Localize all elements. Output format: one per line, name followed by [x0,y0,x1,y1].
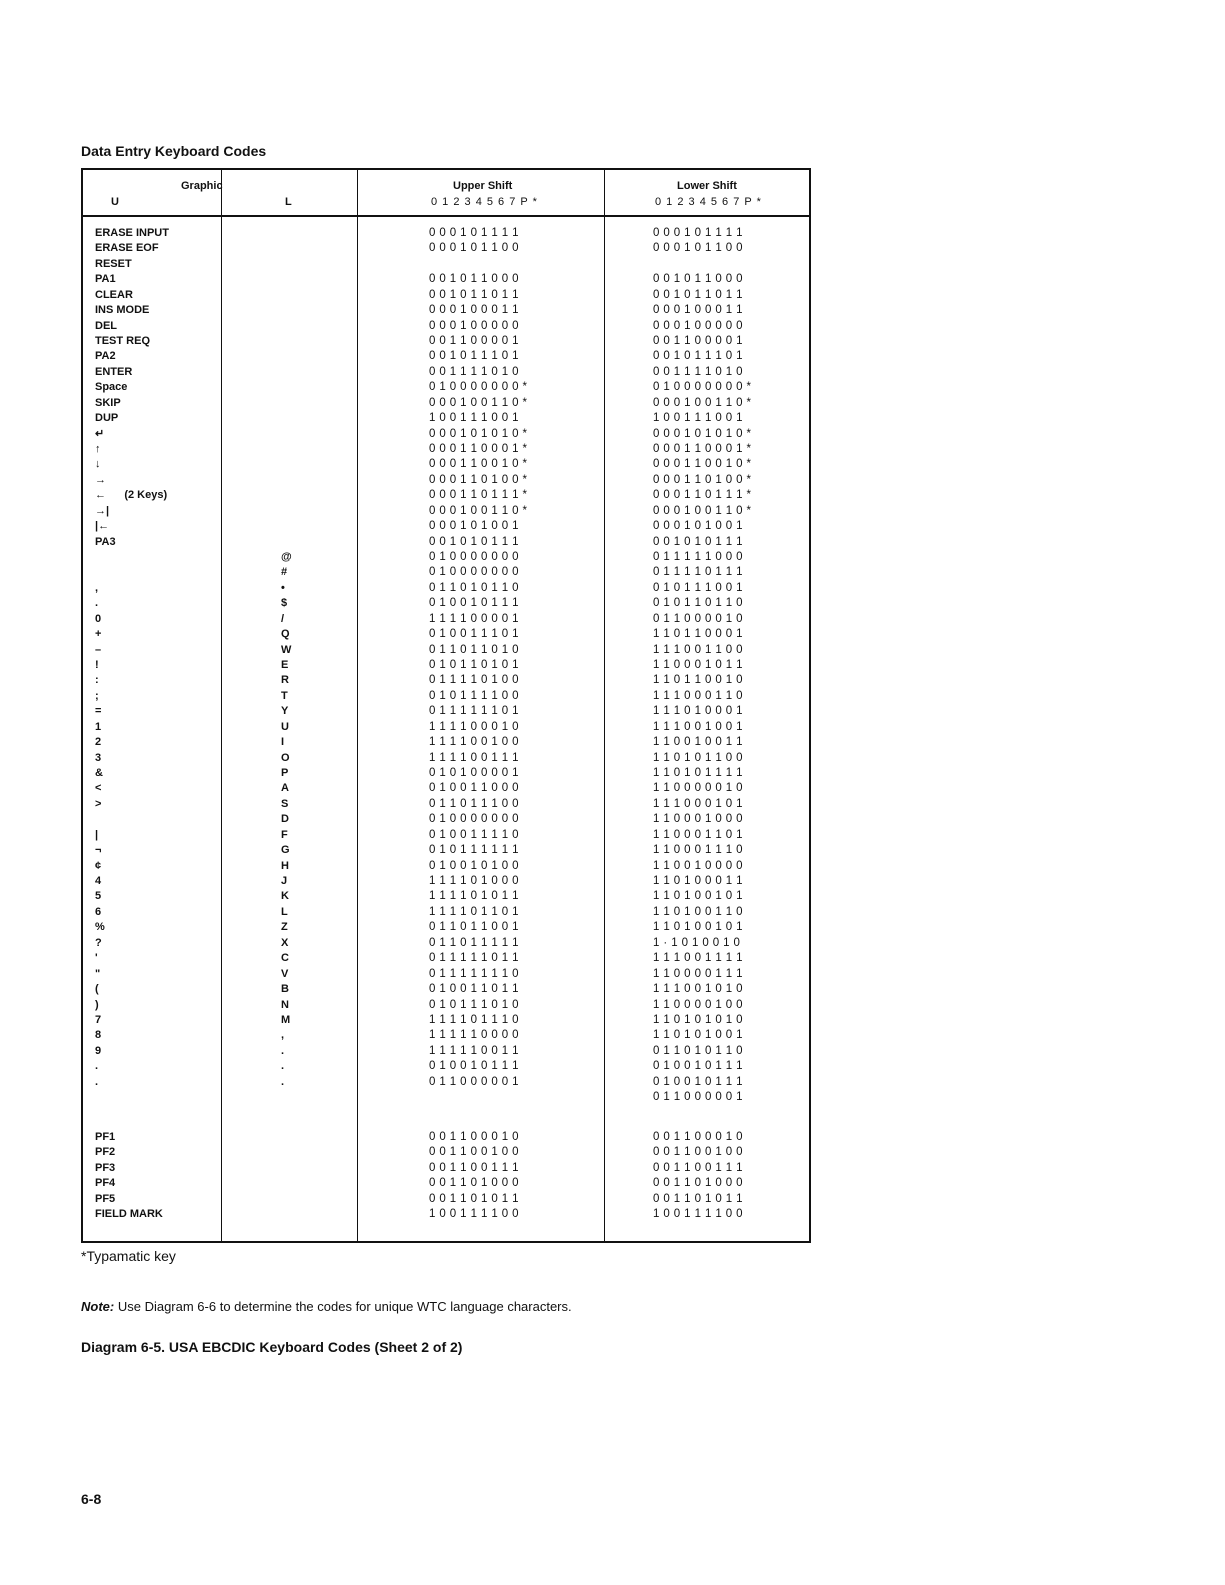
lower-bit-header: 0 1 2 3 4 5 6 7 P * [655,196,762,208]
diagram-caption: Diagram 6-5. USA EBCDIC Keyboard Codes (Sheet 2 of 2) [81,1339,463,1355]
upper-shift-code: 0 1 1 0 1 0 1 1 0 [429,581,519,594]
upper-shift-code: 1 1 1 1 0 1 1 0 1 [429,905,519,918]
upper-shift-code: 1 1 1 1 0 1 1 1 0 [429,1013,519,1026]
pf-key-label: PF5 [95,1192,116,1205]
lower-shift-code: 1 1 0 1 0 0 1 0 1 [653,890,743,903]
upper-shift-code: 1 0 0 1 1 1 1 0 0 [429,1208,519,1220]
lower-shift-code: 1 1 0 0 0 0 1 0 0 [653,998,743,1011]
upper-shift-code: 0 0 0 1 1 0 0 0 1 * [429,443,528,456]
upper-shift-code: 0 0 0 1 0 0 1 1 0 * [429,504,528,517]
upper-shift-code: 0 0 1 1 0 0 1 1 1 [429,1161,519,1174]
upper-shift-code: 1 1 1 1 0 0 1 1 1 [429,751,519,764]
note [81,1299,572,1314]
upper-shift-code: 0 1 1 0 1 1 1 1 1 [429,936,519,949]
graphic-header: Graphic [181,180,223,192]
upper-graphic: < [95,782,102,795]
lower-shift-code: 0 1 0 1 1 0 1 1 0 [653,597,743,610]
lower-shift-code: 1 1 1 0 0 0 1 0 1 [653,797,743,810]
upper-shift-code: 0 1 0 0 0 0 0 0 0 [429,551,519,564]
upper-shift-code: 1 1 1 1 0 1 0 0 0 [429,875,519,888]
lower-shift-code: 1 1 0 0 0 1 1 0 1 [653,828,743,841]
upper-shift-code: 0 0 0 1 0 0 1 1 0 * [429,396,528,409]
upper-shift-code: 0 1 0 0 0 0 0 0 0 [429,566,519,579]
lower-shift-code: 1 1 0 1 0 1 1 0 0 [653,751,743,764]
upper-shift-code: 0 1 1 0 1 1 0 0 1 [429,921,519,934]
lower-graphic: M [281,1013,291,1026]
lower-graphic: W [281,643,292,656]
lower-graphic: P [281,767,289,780]
upper-shift-code: 0 0 1 0 1 1 0 1 1 [429,288,519,301]
upper-shift-code: 0 1 0 1 0 0 0 0 1 [429,767,519,780]
upper-shift-code: 0 1 0 0 1 0 1 1 1 [429,597,519,610]
upper-graphic: , [95,581,99,594]
upper-graphic: PA2 [95,350,116,363]
upper-shift-code: 0 0 0 1 1 0 0 1 0 * [429,458,528,471]
upper-graphic: ! [95,659,99,672]
upper-graphic: ' [95,952,98,965]
upper-graphic: ( [95,983,99,996]
lower-shift-code: 1 1 1 0 1 0 0 0 1 [653,705,743,718]
upper-graphic: →| [95,504,110,517]
lower-shift-code: 0 1 1 0 1 0 1 1 0 [653,1044,743,1057]
lower-shift-code: 1 1 0 1 1 0 0 0 1 [653,628,743,641]
upper-graphic: 6 [95,905,102,918]
lower-shift-header: Lower Shift [677,180,737,192]
upper-graphic: PA1 [95,273,116,286]
lower-shift-code: 1 1 0 1 0 0 1 0 1 [653,921,743,934]
upper-shift-code: 0 0 0 1 0 1 0 0 1 [429,520,519,533]
lower-shift-code: 1 1 1 0 0 1 0 0 1 [653,720,743,733]
lower-shift-code: 0 0 1 0 1 1 1 0 1 [653,350,743,363]
lower-shift-code: 0 0 1 0 1 0 1 1 1 [653,535,743,548]
upper-shift-code: 0 1 0 0 1 1 1 1 0 [429,828,519,841]
upper-shift-code: 1 1 1 1 0 0 0 0 1 [429,612,519,625]
upper-graphic: . [95,1075,99,1088]
lower-graphic: # [281,566,288,579]
upper-graphic: 7 [95,1013,102,1026]
upper-graphic: DUP [95,412,119,425]
upper-shift-code: 0 1 0 1 1 0 1 0 1 [429,659,519,672]
upper-shift-code: 1 1 1 1 0 0 1 0 0 [429,736,519,749]
lower-shift-code: 0 0 0 1 0 1 0 0 1 [653,520,743,533]
lower-shift-code: 1 1 0 0 1 0 0 1 1 [653,736,743,749]
upper-graphic: ↵ [95,427,105,440]
pf-key-label: PF3 [95,1161,116,1174]
upper-shift-code: 0 0 1 1 0 0 0 0 1 [429,335,519,347]
lower-graphic: , [281,1029,285,1042]
lower-graphic: U [281,720,289,733]
lower-shift-code: 0 1 1 0 0 0 0 1 0 [653,612,743,625]
upper-shift-code: 0 1 0 0 1 1 0 1 1 [429,983,519,996]
lower-shift-code: 0 0 0 1 0 0 1 1 0 * [653,396,752,409]
lower-graphic: V [281,967,289,980]
lower-graphic: I [281,736,285,749]
upper-graphic: 3 [95,751,102,764]
upper-shift-code: 0 1 1 0 1 1 1 0 0 [429,797,519,810]
upper-shift-code: 0 0 1 1 0 0 0 1 0 [429,1131,519,1143]
lower-shift-code: 1 1 0 0 0 1 0 1 1 [653,659,743,672]
upper-graphic: & [95,767,103,780]
lower-shift-code: 0 1 0 0 0 0 0 0 0 * [653,381,752,394]
lower-shift-code: 1 1 1 0 0 1 0 1 0 [653,983,743,996]
upper-graphic: CLEAR [95,288,133,301]
upper-graphic: RESET [95,257,132,270]
upper-shift-code: 0 0 1 0 1 0 1 1 1 [429,535,519,548]
upper-shift-code: 0 1 1 0 1 1 0 1 0 [429,643,519,656]
upper-shift-code: 0 1 0 0 1 0 1 1 1 [429,1060,519,1073]
upper-graphic: | [95,828,99,841]
upper-shift-code: 1 1 1 1 0 0 0 1 0 [429,720,519,733]
lower-graphic: / [281,612,285,625]
upper-shift-code: 0 1 1 0 0 0 0 0 1 [429,1075,519,1088]
lower-shift-code: 1 1 1 0 0 0 1 1 0 [653,689,743,702]
lower-graphic: J [281,875,288,888]
lower-shift-code: 0 0 0 1 1 0 1 1 1 * [653,489,752,502]
upper-shift-code: 0 1 0 0 0 0 0 0 0 [429,813,519,826]
lower-shift-code: 0 0 1 1 0 0 0 0 1 [653,335,743,347]
upper-shift-code: 0 0 1 0 1 1 1 0 1 [429,350,519,363]
lower-graphic: X [281,936,289,949]
upper-shift-code: 0 0 0 1 0 1 0 1 0 * [429,427,528,440]
lower-shift-code: 1 1 1 0 0 1 1 0 0 [653,643,743,656]
lower-shift-code: 1 1 0 0 1 0 0 0 0 [653,859,743,872]
lower-shift-code: 0 0 1 1 0 1 0 0 0 [653,1177,743,1190]
lower-shift-code: 0 0 1 0 1 1 0 1 1 [653,288,743,301]
lower-graphic: . [281,1075,285,1088]
upper-graphic: 8 [95,1029,102,1042]
lower-graphic: N [281,998,289,1011]
lower-graphic: F [281,828,288,841]
upper-shift-code: 0 1 1 1 1 1 0 1 1 [429,952,519,965]
pf-key-label: PF1 [95,1131,116,1143]
lower-shift-code: 1 1 0 0 0 1 1 1 0 [653,844,743,857]
lower-graphic: Y [281,705,289,718]
upper-graphic: " [95,967,101,980]
lower-graphic: B [281,983,289,996]
upper-graphic: 0 [95,612,102,625]
pf-key-label: PF4 [95,1177,116,1190]
upper-shift-code: 0 0 1 0 1 1 0 0 0 [429,273,519,286]
lower-shift-code: 1 1 0 0 0 0 0 1 0 [653,782,743,795]
lower-shift-code: 0 0 1 1 0 0 1 0 0 [653,1146,743,1159]
lower-graphic: Q [281,628,290,641]
upper-shift-code: 0 1 1 1 1 0 1 0 0 [429,674,519,687]
upper-graphic: ERASE INPUT [95,227,169,239]
upper-shift-code: 0 1 0 0 1 1 1 0 1 [429,628,519,641]
lower-graphic: • [281,581,285,594]
lower-shift-code: 0 0 0 1 0 0 1 1 0 * [653,504,752,517]
lower-shift-code: 1 1 0 1 0 1 0 1 0 [653,1013,743,1026]
upper-graphic: → [95,473,106,486]
page-heading: Data Entry Keyboard Codes [81,143,267,159]
lower-shift-code: 1 1 0 1 0 0 1 1 0 [653,905,743,918]
column-divider [357,170,358,1241]
page-number: 6-8 [81,1491,102,1507]
column-divider [221,170,222,1241]
lower-shift-code: 1 1 0 0 0 0 1 1 1 [653,967,743,980]
upper-shift-code: 0 0 0 1 0 0 0 0 0 [429,319,519,332]
upper-graphic: = [95,705,102,718]
upper-graphic: |← [95,520,110,533]
lower-shift-code: 1 1 0 1 1 0 0 1 0 [653,674,743,687]
upper-graphic: > [95,797,102,810]
upper-shift-code: 1 1 1 1 1 0 0 1 1 [429,1044,519,1057]
note-label: Note: [81,1299,115,1314]
lower-graphic: R [281,674,289,687]
upper-shift-code: 0 0 1 1 0 1 0 1 1 [429,1192,519,1205]
upper-graphic: ← (2 Keys) [95,489,168,502]
upper-graphic: 9 [95,1044,102,1057]
upper-shift-code: 0 0 0 1 0 1 1 1 1 [429,227,519,239]
lower-shift-code: 0 0 0 1 1 0 0 1 0 * [653,458,752,471]
lower-graphic: . [281,1060,285,1073]
upper-case-header: U [111,196,119,208]
lower-shift-code: 0 0 0 1 0 1 0 1 0 * [653,427,752,440]
upper-graphic: 1 [95,720,102,733]
upper-shift-code: 0 1 1 1 1 1 1 1 0 [429,967,519,980]
upper-shift-code: 0 0 0 1 0 0 0 1 1 [429,304,519,317]
upper-shift-code: 0 0 0 1 1 0 1 1 1 * [429,489,528,502]
lower-graphic: S [281,797,289,810]
lower-graphic: O [281,751,290,764]
upper-shift-code: 1 0 0 1 1 1 0 0 1 [429,412,519,425]
upper-graphic: ; [95,689,99,702]
lower-graphic: Z [281,921,288,934]
lower-shift-code: 0 1 0 1 1 1 0 0 1 [653,581,743,594]
upper-graphic: ↓ [95,458,101,471]
upper-graphic: . [95,597,99,610]
lower-graphic: C [281,952,289,965]
upper-shift-code: 0 0 1 1 0 0 1 0 0 [429,1146,519,1159]
lower-shift-code: 0 0 1 1 0 0 1 1 1 [653,1161,743,1174]
upper-graphic: : [95,674,99,687]
upper-shift-code: 0 1 1 1 1 1 1 0 1 [429,705,519,718]
note-text: Use Diagram 6-6 to determine the codes for unique WTC language characters. [117,1299,572,1314]
lower-shift-code: 0 0 1 0 1 1 0 0 0 [653,273,743,286]
upper-graphic: ERASE EOF [95,242,159,255]
lower-shift-code: 0 0 1 1 1 1 0 1 0 [653,365,743,378]
upper-graphic: 2 [95,736,102,749]
upper-shift-code: 0 0 0 1 0 1 1 0 0 [429,242,519,255]
lower-graphic: T [281,689,288,702]
pf-key-label: FIELD MARK [95,1208,163,1220]
upper-graphic: ¬ [95,844,102,857]
keyboard-codes-table [81,168,811,1243]
lower-graphic: K [281,890,289,903]
upper-shift-code: 0 1 0 1 1 1 1 1 1 [429,844,519,857]
upper-shift-code: 0 0 0 1 1 0 1 0 0 * [429,473,528,486]
upper-graphic: ↑ [95,443,101,456]
upper-graphic: Space [95,381,128,394]
lower-shift-code: 1 · 1 0 1 0 0 1 0 [653,936,741,949]
upper-shift-code: 0 1 0 0 1 1 0 0 0 [429,782,519,795]
lower-shift-code: 0 1 1 1 1 0 1 1 1 [653,566,743,579]
lower-shift-code: 1 1 0 1 0 0 0 1 1 [653,875,743,888]
upper-graphic: PA3 [95,535,116,548]
lower-shift-code: 1 1 0 0 0 1 0 0 0 [653,813,743,826]
lower-graphic: $ [281,597,288,610]
upper-graphic: % [95,921,105,934]
upper-graphic: DEL [95,319,117,332]
upper-graphic: 5 [95,890,102,903]
lower-shift-code: 0 0 0 1 0 1 1 0 0 [653,242,743,255]
lower-graphic: E [281,659,289,672]
upper-shift-code: 0 1 0 0 1 0 1 0 0 [429,859,519,872]
lower-shift-code: 0 0 0 1 1 0 0 0 1 * [653,443,752,456]
upper-shift-code: 0 0 1 1 0 1 0 0 0 [429,1177,519,1190]
lower-graphic: H [281,859,289,872]
lower-graphic: @ [281,551,292,564]
lower-graphic: L [281,905,288,918]
upper-shift-header: Upper Shift [453,180,513,192]
upper-bit-header: 0 1 2 3 4 5 6 7 P * [431,196,538,208]
upper-graphic: 4 [95,875,102,888]
upper-graphic: ENTER [95,365,133,378]
footnote: *Typamatic key [81,1248,176,1264]
lower-shift-code: 1 0 0 1 1 1 1 0 0 [653,1208,743,1220]
lower-shift-code: 0 0 0 1 0 0 0 1 1 [653,304,743,317]
upper-graphic: – [95,643,102,656]
upper-graphic: . [95,1060,99,1073]
upper-shift-code: 0 1 0 1 1 1 0 1 0 [429,998,519,1011]
lower-case-header: L [285,196,292,208]
lower-shift-code: 0 0 0 1 0 0 0 0 0 [653,319,743,332]
upper-graphic: INS MODE [95,304,150,317]
upper-graphic: + [95,628,102,641]
header-divider [83,215,809,217]
upper-graphic: ) [95,998,99,1011]
upper-shift-code: 1 1 1 1 0 1 0 1 1 [429,890,519,903]
upper-shift-code: 1 1 1 1 1 0 0 0 0 [429,1029,519,1042]
lower-shift-code: 0 0 0 1 1 0 1 0 0 * [653,473,752,486]
lower-shift-code: 0 0 1 1 0 1 0 1 1 [653,1192,743,1205]
lower-shift-code: 1 0 0 1 1 1 0 0 1 [653,412,743,425]
lower-shift-code: 0 0 1 1 0 0 0 1 0 [653,1131,743,1143]
lower-shift-code: 1 1 1 0 0 1 1 1 1 [653,952,743,965]
upper-shift-code: 0 1 0 1 1 1 1 0 0 [429,689,519,702]
lower-shift-code: 0 1 1 1 1 1 0 0 0 [653,551,743,564]
lower-shift-code: 1 1 0 1 0 1 1 1 1 [653,767,743,780]
upper-graphic: ? [95,936,102,949]
lower-graphic: D [281,813,289,826]
lower-shift-code: 0 0 0 1 0 1 1 1 1 [653,227,743,239]
lower-shift-code: 1 1 0 1 0 1 0 0 1 [653,1029,743,1042]
column-divider [604,170,605,1241]
lower-shift-code: 0 1 1 0 0 0 0 0 1 [653,1091,743,1104]
lower-shift-code: 0 1 0 0 1 0 1 1 1 [653,1075,743,1088]
upper-graphic: SKIP [95,396,121,409]
upper-graphic: ¢ [95,859,102,872]
lower-shift-code: 0 1 0 0 1 0 1 1 1 [653,1060,743,1073]
pf-key-label: PF2 [95,1146,116,1159]
upper-shift-code: 0 1 0 0 0 0 0 0 0 * [429,381,528,394]
lower-graphic: A [281,782,289,795]
lower-graphic: G [281,844,290,857]
upper-graphic: TEST REQ [95,335,151,347]
upper-shift-code: 0 0 1 1 1 1 0 1 0 [429,365,519,378]
lower-graphic: . [281,1044,285,1057]
